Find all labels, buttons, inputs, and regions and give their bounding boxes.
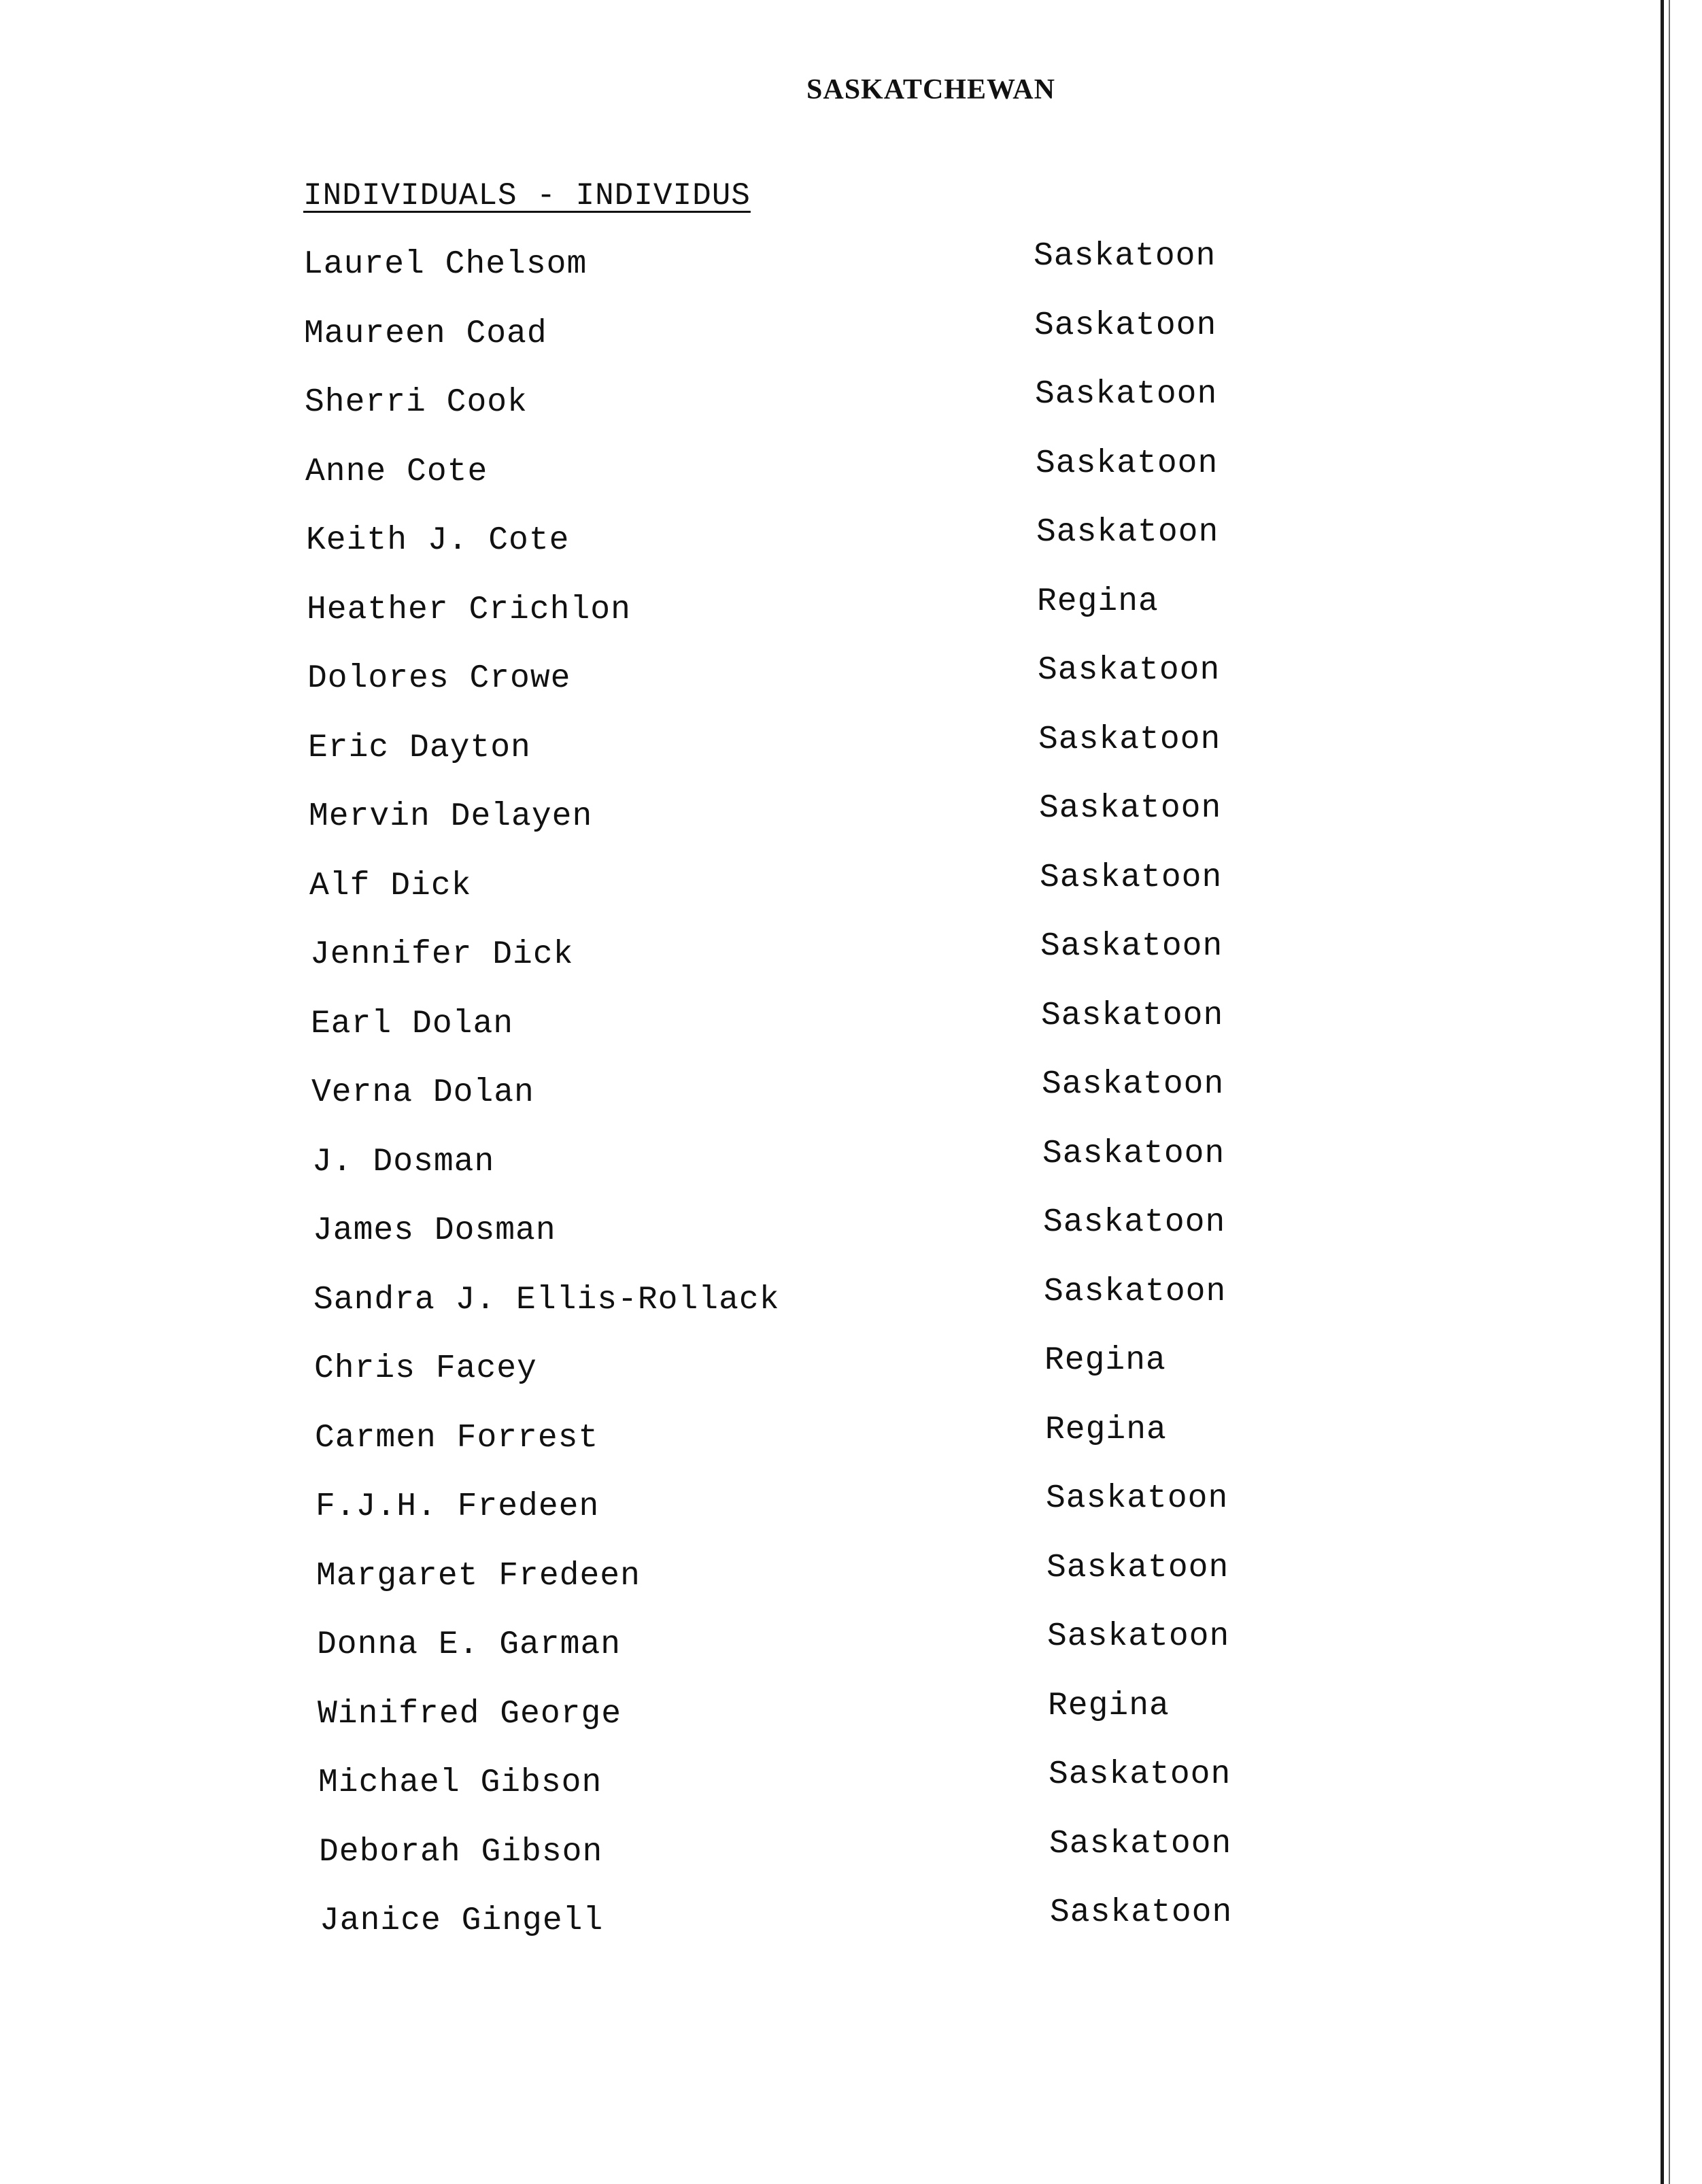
list-item [0,1342,1659,1420]
list-item [0,1066,1659,1144]
entry-name: Earl Dolan [311,1005,514,1042]
entry-city: Saskatoon [1049,1756,1231,1793]
list-item [0,1273,1659,1351]
entry-city: Saskatoon [1036,514,1219,551]
list-item [0,1825,1659,1903]
entry-name: Eric Dayton [308,729,531,766]
list-item [0,1135,1659,1213]
entry-city: Saskatoon [1041,997,1224,1034]
list-item [0,1894,1659,1972]
entry-name: Keith J. Cote [306,522,570,559]
entry-name: Winifred George [318,1695,622,1733]
entry-city: Saskatoon [1042,1135,1225,1172]
list-item [0,1756,1659,1834]
entry-city: Saskatoon [1042,1066,1225,1103]
entry-city: Saskatoon [1036,445,1219,482]
entry-name: Michael Gibson [318,1764,602,1801]
list-item [0,652,1659,730]
entry-name: Heather Crichlon [307,591,631,628]
entry-name: Verna Dolan [311,1074,534,1111]
entry-name: J. Dosman [312,1143,495,1180]
list-item [0,1204,1659,1282]
page-edge-rule-thin [1669,0,1670,2184]
entry-city: Saskatoon [1039,790,1222,827]
entry-city: Saskatoon [1038,721,1221,758]
entry-city: Saskatoon [1035,376,1218,413]
entry-name: Donna E. Garman [317,1626,622,1663]
entry-name: Jennifer Dick [310,936,574,973]
entry-name: Mervin Delayen [309,798,593,835]
list-item [0,376,1659,454]
list-item [0,307,1659,385]
section-heading: INDIVIDUALS - INDIVIDUS [303,178,751,214]
entry-city: Saskatoon [1046,1549,1229,1586]
entry-city: Saskatoon [1050,1894,1233,1931]
entry-name: Carmen Forrest [315,1419,599,1456]
entry-city: Saskatoon [1047,1618,1230,1655]
page-edge-rule [1661,0,1664,2184]
entry-city: Regina [1048,1687,1170,1724]
entry-name: James Dosman [313,1212,556,1249]
entry-city: Regina [1037,583,1159,620]
list-item [0,1618,1659,1696]
entry-city: Saskatoon [1044,1273,1227,1310]
entry-name: Alf Dick [309,867,472,904]
entry-city: Saskatoon [1046,1480,1229,1517]
entry-name: Laurel Chelsom [303,246,588,283]
list-item [0,1411,1659,1489]
list-item [0,928,1659,1006]
list-item [0,997,1659,1075]
list-item [0,445,1659,523]
entry-name: Dolores Crowe [307,660,571,697]
list-item [0,790,1659,868]
list-item [0,583,1659,661]
entry-name: Chris Facey [314,1350,537,1387]
entry-name: Sherri Cook [305,384,528,421]
entry-city: Saskatoon [1040,928,1223,965]
entry-name: Janice Gingell [320,1903,604,1939]
entry-name: Anne Cote [305,453,488,490]
entry-city: Saskatoon [1043,1204,1226,1241]
list-item [0,514,1659,592]
list-item [0,1687,1659,1765]
entry-name: Sandra J. Ellis-Rollack [313,1281,780,1318]
entry-city: Saskatoon [1034,307,1217,344]
entry-name: F.J.H. Fredeen [316,1488,600,1525]
list-item [0,1480,1659,1558]
entry-city: Regina [1045,1411,1167,1448]
entry-name: Maureen Coad [304,315,547,352]
list-item [0,859,1659,937]
entry-name: Margaret Fredeen [316,1557,641,1594]
list-item [0,1549,1659,1627]
entry-city: Saskatoon [1040,859,1223,896]
page-title: SASKATCHEWAN [806,74,1055,105]
individuals-list [0,238,1659,1972]
entry-name: Deborah Gibson [319,1833,603,1871]
entry-city: Saskatoon [1034,238,1216,275]
entry-city: Saskatoon [1038,652,1221,689]
entry-city: Regina [1044,1342,1166,1379]
list-item [0,238,1659,315]
entry-city: Saskatoon [1049,1825,1232,1862]
list-item [0,721,1659,799]
